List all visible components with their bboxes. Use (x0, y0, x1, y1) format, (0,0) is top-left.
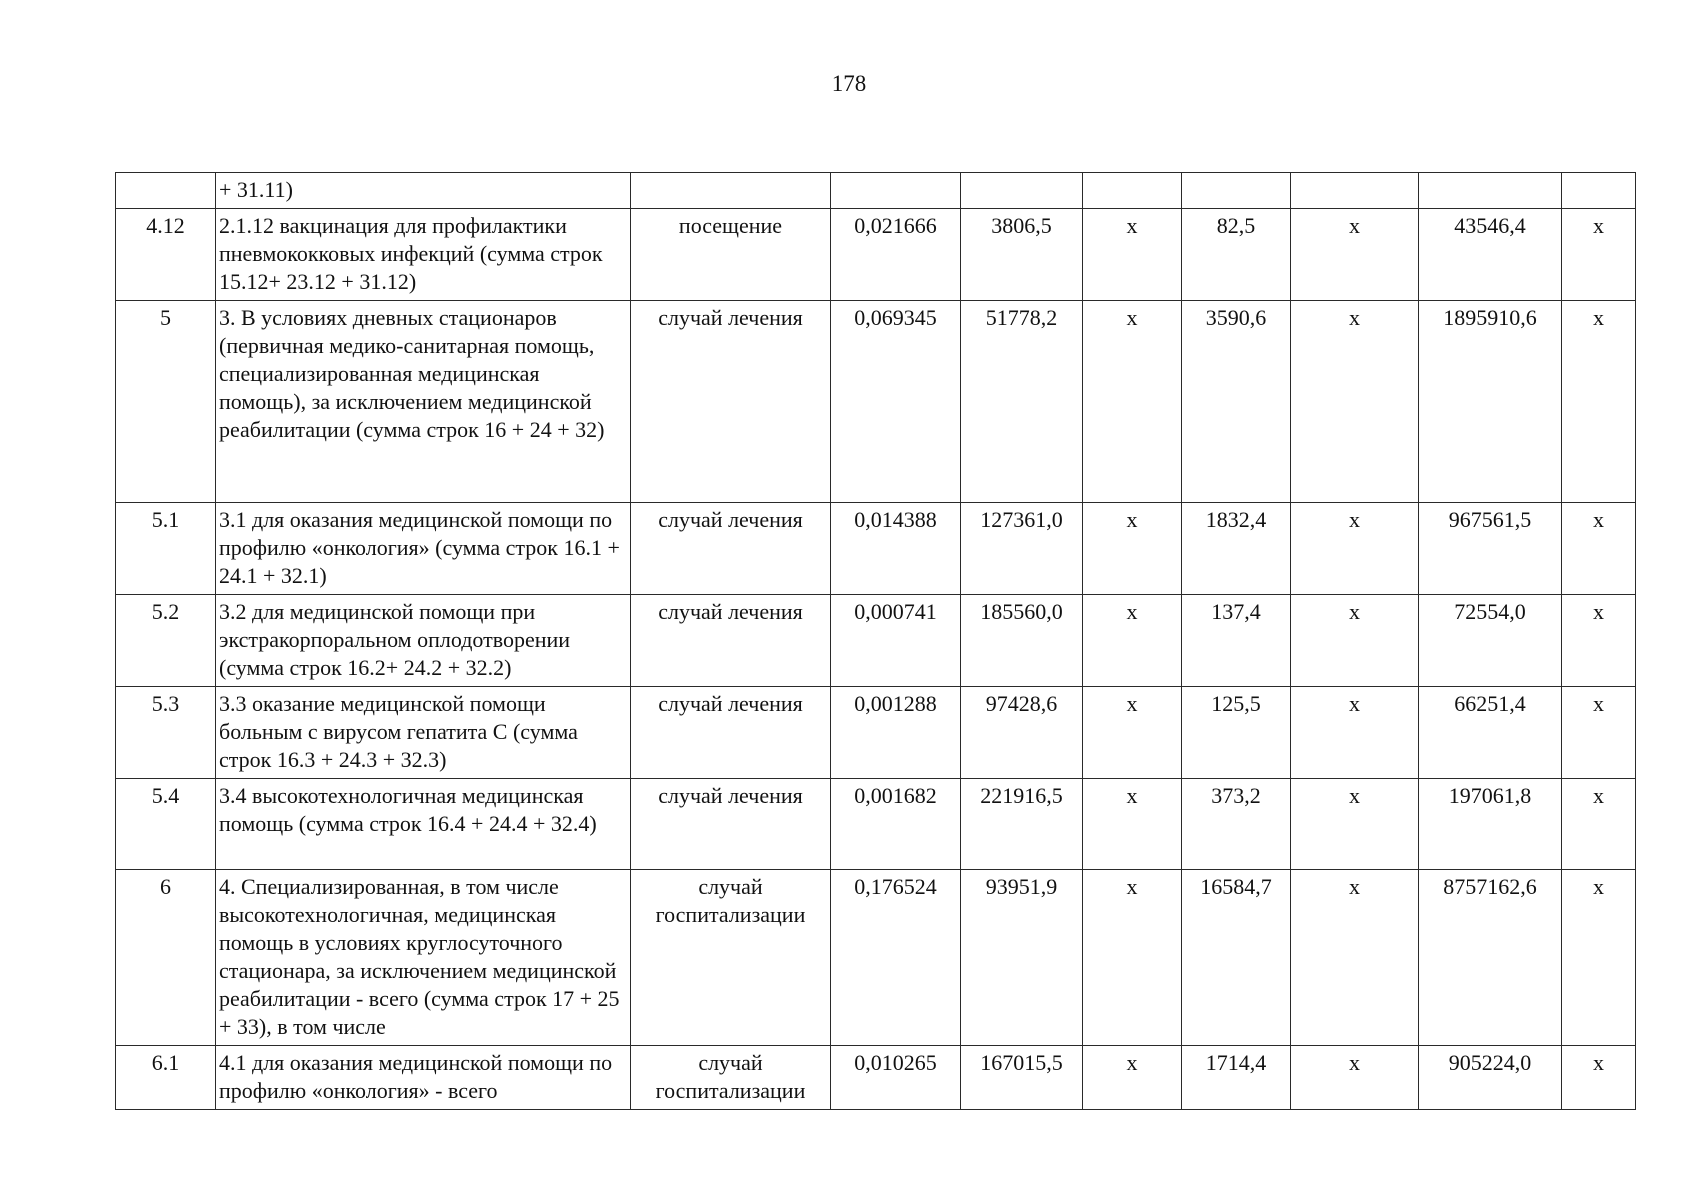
norm-cell: 0,069345 (831, 301, 961, 503)
table-row (116, 1046, 1636, 1110)
x-cell (1562, 173, 1636, 209)
total-cell: 905224,0 (1419, 1046, 1562, 1110)
row-number-cell: 5 (116, 301, 216, 503)
cost-cell: 93951,9 (961, 870, 1083, 1046)
x-cell: x (1083, 301, 1182, 503)
total-cell (1419, 173, 1562, 209)
total-cell: 8757162,6 (1419, 870, 1562, 1046)
row-number-cell (116, 173, 216, 209)
row-name-cell: 3.1 для оказания медицинской помощи по профилю «онкология» (сумма строк 16.1 + 24.1 + 32.1) (216, 503, 631, 595)
unit-cell (631, 173, 831, 209)
row-name-cell: + 31.11) (216, 173, 631, 209)
cost-cell: 127361,0 (961, 503, 1083, 595)
x-cell: x (1291, 209, 1419, 301)
x-cell: x (1562, 301, 1636, 503)
x-cell: x (1083, 870, 1182, 1046)
page-number: 178 (831, 71, 867, 96)
total-cell: 967561,5 (1419, 503, 1562, 595)
unit-cell: посещение (631, 209, 831, 301)
row-name-cell: 3.3 оказание медицинской помощи больным с вирусом гепатита С (сумма строк 16.3 + 24.3 + 32.3) (216, 687, 631, 779)
cost-cell (961, 173, 1083, 209)
row-name-cell: 3.4 высокотехнологичная медицинская помощь (сумма строк 16.4 + 24.4 + 32.4) (216, 779, 631, 870)
x-cell: x (1562, 779, 1636, 870)
x-cell: x (1083, 595, 1182, 687)
norm-cell: 0,176524 (831, 870, 961, 1046)
per-capita-cell: 137,4 (1182, 595, 1291, 687)
x-cell: x (1291, 595, 1419, 687)
row-number-cell: 6.1 (116, 1046, 216, 1110)
x-cell: x (1083, 209, 1182, 301)
total-cell: 66251,4 (1419, 687, 1562, 779)
x-cell: x (1562, 687, 1636, 779)
unit-cell: случай лечения (631, 595, 831, 687)
x-cell: x (1291, 1046, 1419, 1110)
row-number-cell: 6 (116, 870, 216, 1046)
cost-cell: 97428,6 (961, 687, 1083, 779)
table-row (116, 687, 1636, 779)
norm-cell: 0,001288 (831, 687, 961, 779)
per-capita-cell: 16584,7 (1182, 870, 1291, 1046)
cost-cell: 185560,0 (961, 595, 1083, 687)
per-capita-cell: 1714,4 (1182, 1046, 1291, 1110)
total-cell: 197061,8 (1419, 779, 1562, 870)
per-capita-cell (1182, 173, 1291, 209)
unit-cell: случай лечения (631, 301, 831, 503)
row-number-cell: 5.3 (116, 687, 216, 779)
per-capita-cell: 125,5 (1182, 687, 1291, 779)
x-cell: x (1083, 1046, 1182, 1110)
x-cell: x (1562, 1046, 1636, 1110)
total-cell: 1895910,6 (1419, 301, 1562, 503)
table-row (116, 173, 1636, 209)
per-capita-cell: 1832,4 (1182, 503, 1291, 595)
row-name-cell: 3. В условиях дневных стационаров (первичная медико-санитарная помощь, специализированная медицинская помощь), за исключением медицинской реабилитации (сумма строк 16 + 24 + 32) (216, 301, 631, 503)
per-capita-cell: 3590,6 (1182, 301, 1291, 503)
x-cell: x (1291, 301, 1419, 503)
table-row (116, 595, 1636, 687)
table-row (116, 779, 1636, 870)
cost-cell: 51778,2 (961, 301, 1083, 503)
unit-cell: случай лечения (631, 779, 831, 870)
x-cell: x (1083, 503, 1182, 595)
per-capita-cell: 373,2 (1182, 779, 1291, 870)
norm-cell: 0,021666 (831, 209, 961, 301)
row-number-cell: 5.4 (116, 779, 216, 870)
data-table (115, 172, 1636, 1110)
unit-cell: случай госпитализации (631, 870, 831, 1046)
table-row (116, 209, 1636, 301)
x-cell: x (1083, 687, 1182, 779)
table-row (116, 503, 1636, 595)
cost-cell: 221916,5 (961, 779, 1083, 870)
x-cell: x (1291, 503, 1419, 595)
x-cell: x (1291, 687, 1419, 779)
total-cell: 72554,0 (1419, 595, 1562, 687)
table-row (116, 301, 1636, 503)
row-name-cell: 2.1.12 вакцинация для профилактики пневмококковых инфекций (сумма строк 15.12+ 23.12 + 31.12) (216, 209, 631, 301)
norm-cell: 0,001682 (831, 779, 961, 870)
norm-cell: 0,000741 (831, 595, 961, 687)
row-name-cell: 3.2 для медицинской помощи при экстракорпоральном оплодотворении (сумма строк 16.2+ 24.2 + 32.2) (216, 595, 631, 687)
cost-cell: 3806,5 (961, 209, 1083, 301)
unit-cell: случай лечения (631, 687, 831, 779)
norm-cell: 0,010265 (831, 1046, 961, 1110)
unit-cell: случай госпитализации (631, 1046, 831, 1110)
row-name-cell: 4.1 для оказания медицинской помощи по профилю «онкология» - всего (216, 1046, 631, 1110)
x-cell: x (1562, 503, 1636, 595)
unit-cell: случай лечения (631, 503, 831, 595)
total-cell: 43546,4 (1419, 209, 1562, 301)
per-capita-cell: 82,5 (1182, 209, 1291, 301)
row-number-cell: 5.1 (116, 503, 216, 595)
x-cell: x (1562, 209, 1636, 301)
table-row (116, 870, 1636, 1046)
cost-cell: 167015,5 (961, 1046, 1083, 1110)
x-cell: x (1291, 870, 1419, 1046)
row-name-cell: 4. Специализированная, в том числе высокотехнологичная, медицинская помощь в условиях круглосуточного стационара, за исключением медицинской реабилитации - всего (сумма строк 17 + 25 + 33), в том числе (216, 870, 631, 1046)
x-cell (1291, 173, 1419, 209)
x-cell: x (1562, 595, 1636, 687)
x-cell (1083, 173, 1182, 209)
x-cell: x (1562, 870, 1636, 1046)
x-cell: x (1291, 779, 1419, 870)
row-number-cell: 4.12 (116, 209, 216, 301)
norm-cell: 0,014388 (831, 503, 961, 595)
x-cell: x (1083, 779, 1182, 870)
norm-cell (831, 173, 961, 209)
row-number-cell: 5.2 (116, 595, 216, 687)
